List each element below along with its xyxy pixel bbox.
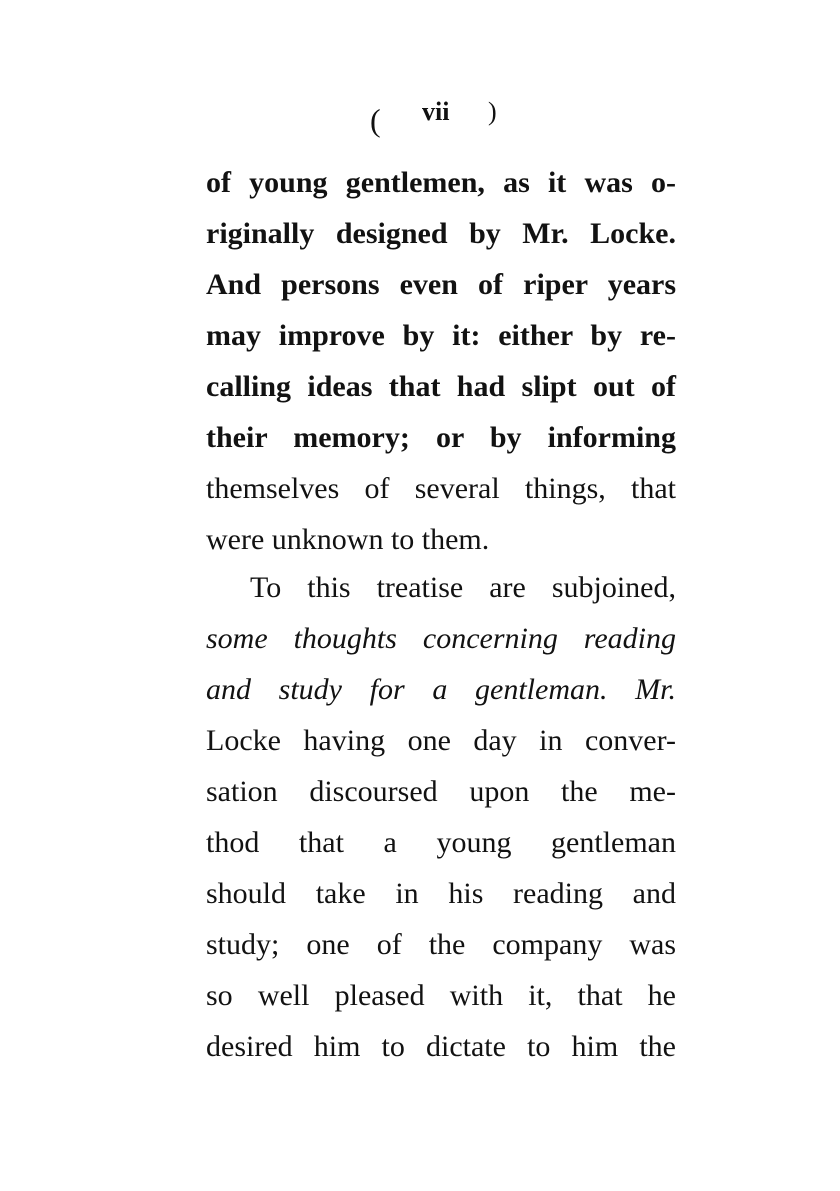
header-close-paren: ) xyxy=(488,97,497,126)
text-line: desired him to dictate to him the xyxy=(206,1030,676,1063)
paragraph-start-line: To this treatise are subjoined, xyxy=(250,571,676,604)
text-line: were unknown to them. xyxy=(206,523,490,556)
page-header xyxy=(360,98,520,138)
text-line-italic: some thoughts concerning reading xyxy=(206,622,676,655)
text-line: sation discoursed upon the me- xyxy=(206,775,676,808)
text-line: of young gentlemen, as it was o- xyxy=(206,166,676,199)
text-line: calling ideas that had slipt out of xyxy=(206,370,676,403)
text-line: riginally designed by Mr. Locke. xyxy=(206,217,676,250)
text-line: Locke having one day in conver- xyxy=(206,724,676,757)
text-line: may improve by it: either by re- xyxy=(206,319,676,352)
page-number: vii xyxy=(422,97,450,126)
text-line: thod that a young gentleman xyxy=(206,826,676,859)
header-open-paren: ( xyxy=(370,102,381,138)
text-line: their memory; or by informing xyxy=(206,421,676,454)
text-line: so well pleased with it, that he xyxy=(206,979,676,1012)
text-line: should take in his reading and xyxy=(206,877,676,910)
text-line: study; one of the company was xyxy=(206,928,676,961)
text-line: themselves of several things, that xyxy=(206,472,676,505)
text-line-italic: and study for a gentleman. Mr. xyxy=(206,673,676,706)
text-line: And persons even of riper years xyxy=(206,268,676,301)
